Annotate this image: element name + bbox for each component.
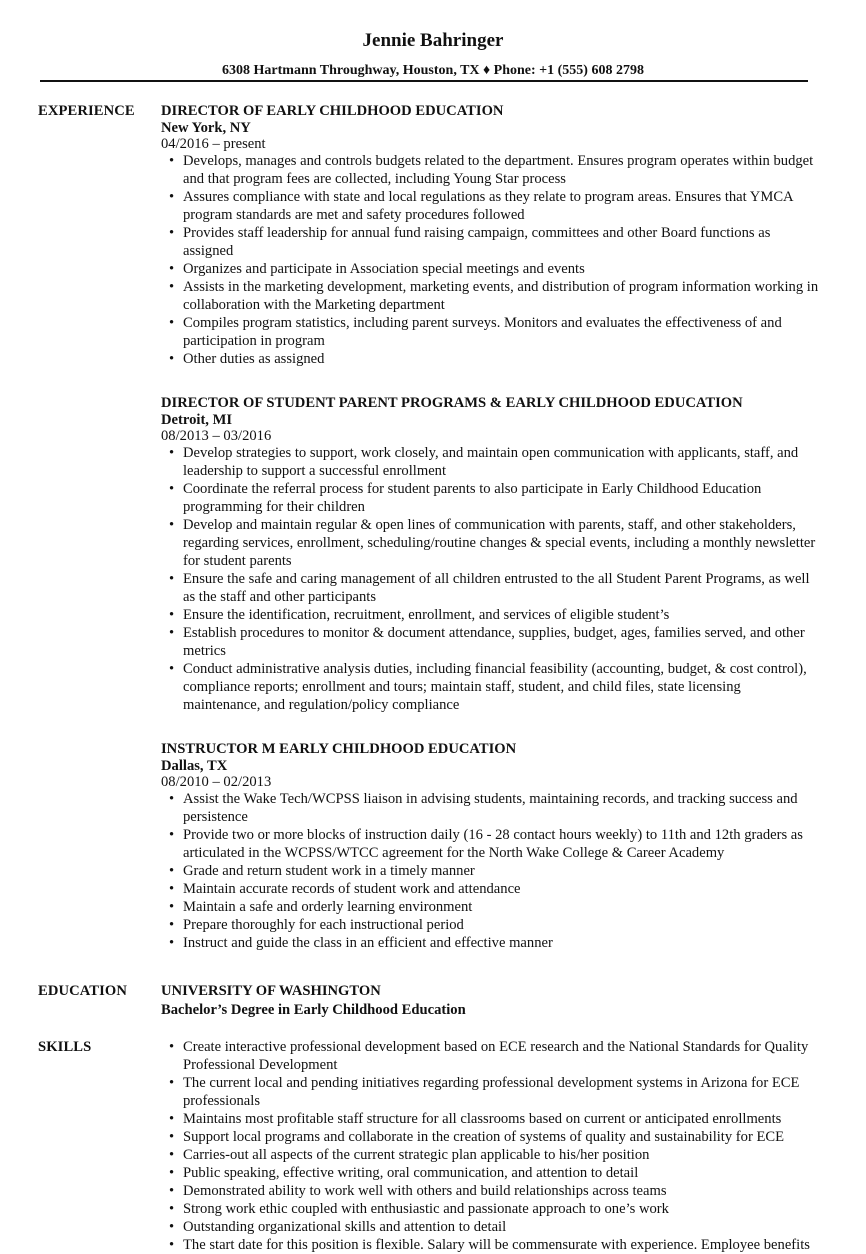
job-bullet: • Provide two or more blocks of instruction daily (16 - 28 contact hours weekly) to 11th and 12th graders as articulated in the WCPSS/WTCC agreement for the North Wake College & Career Academy (183, 826, 821, 862)
job-bullet: • Ensure the safe and caring management of all children entrusted to the all Student Parent Programs, as well as the staff and other participants (183, 570, 821, 606)
job-dates: 04/2016 – present (161, 136, 266, 152)
job-title: INSTRUCTOR M EARLY CHILDHOOD EDUCATION (161, 741, 517, 757)
job-dates: 08/2013 – 03/2016 (161, 428, 272, 444)
section-label-experience: EXPERIENCE (38, 103, 135, 119)
job-bullet: • Grade and return student work in a timely manner (183, 862, 821, 880)
job-bullet: • Instruct and guide the class in an efficient and effective manner (183, 934, 821, 952)
skill-bullet: • Support local programs and collaborate in the creation of systems of quality and sustainability for ECE (183, 1128, 821, 1146)
school-name: UNIVERSITY OF WASHINGTON (161, 983, 381, 999)
job-entry (161, 394, 821, 714)
degree: Bachelor’s Degree in Early Childhood Education (161, 1002, 466, 1018)
skill-bullet: • Outstanding organizational skills and attention to detail (183, 1218, 821, 1236)
job-entry (161, 740, 821, 952)
job-bullet: • Prepare thoroughly for each instructional period (183, 916, 821, 934)
section-label-skills: SKILLS (38, 1039, 92, 1055)
skills-entry (161, 1038, 821, 1254)
job-location: Dallas, TX (161, 758, 228, 774)
job-bullet: • Maintain accurate records of student work and attendance (183, 880, 821, 898)
education-entry (161, 982, 821, 1020)
skill-bullet: • Carries-out all aspects of the current strategic plan applicable to his/her position (183, 1146, 821, 1164)
job-bullet: • Establish procedures to monitor & document attendance, supplies, budget, ages, families served, and other metrics (183, 624, 821, 660)
job-bullet: • Assists in the marketing development, marketing events, and distribution of program information working in collaboration with the Marketing department (183, 278, 821, 314)
skill-bullet: • Public speaking, effective writing, oral communication, and attention to detail (183, 1164, 821, 1182)
skill-bullet: • Maintains most profitable staff structure for all classrooms based on current or anticipated enrollments (183, 1110, 821, 1128)
job-bullet: • Develop and maintain regular & open lines of communication with parents, staff, and other stakeholders, regarding services, enrollment, scheduling/routine changes & special events, including a monthly newsletter for student parents (183, 516, 821, 570)
skills-bullet-list (161, 1038, 821, 1254)
job-bullet: • Coordinate the referral process for student parents to also participate in Early Childhood Education programming for their children (183, 480, 821, 516)
job-bullet: • Other duties as assigned (183, 350, 821, 368)
job-bullet: • Conduct administrative analysis duties, including financial feasibility (accounting, budget, & cost control), compliance reports; enrollment and tours; maintain staff, student, and child files, state licensing maintenance, and regulation/policy compliance (183, 660, 821, 714)
job-bullet: • Organizes and participate in Association special meetings and events (183, 260, 821, 278)
job-location: Detroit, MI (161, 412, 233, 428)
job-title: DIRECTOR OF STUDENT PARENT PROGRAMS & EARLY CHILDHOOD EDUCATION (161, 395, 743, 411)
job-location: New York, NY (161, 120, 251, 136)
contact-line: 6308 Hartmann Throughway, Houston, TX ♦ Phone: +1 (555) 608 2798 (222, 63, 644, 78)
job-bullet: • Maintain a safe and orderly learning environment (183, 898, 821, 916)
job-bullet-list (161, 152, 821, 368)
job-bullet: • Ensure the identification, recruitment, enrollment, and services of eligible student’s (183, 606, 821, 624)
section-label-education: EDUCATION (38, 983, 128, 999)
skill-bullet: • Create interactive professional development based on ECE research and the National Standards for Quality Professional Development (183, 1038, 821, 1074)
job-entry (161, 102, 821, 368)
skill-bullet: • The current local and pending initiatives regarding professional development systems in Arizona for ECE professionals (183, 1074, 821, 1110)
job-bullet-list (161, 790, 821, 952)
job-bullet: • Develops, manages and controls budgets related to the department. Ensures program operates within budget and that program fees are collected, including Young Star process (183, 152, 821, 188)
job-bullet: • Assures compliance with state and local regulations as they relate to program areas. Ensures that YMCA program standards are met and safety procedures followed (183, 188, 821, 224)
job-bullet: • Develop strategies to support, work closely, and maintain open communication with applicants, staff, and leadership to support a successful enrollment (183, 444, 821, 480)
job-bullet: • Provides staff leadership for annual fund raising campaign, committees and other Board functions as assigned (183, 224, 821, 260)
header-divider (40, 80, 808, 82)
skill-bullet: • Strong work ethic coupled with enthusiastic and passionate approach to one’s work (183, 1200, 821, 1218)
job-bullet: • Assist the Wake Tech/WCPSS liaison in advising students, maintaining records, and tracking success and persistence (183, 790, 821, 826)
job-title: DIRECTOR OF EARLY CHILDHOOD EDUCATION (161, 103, 504, 119)
job-bullet: • Compiles program statistics, including parent surveys. Monitors and evaluates the effectiveness of and participation in program (183, 314, 821, 350)
job-bullet-list (161, 444, 821, 714)
job-dates: 08/2010 – 02/2013 (161, 774, 272, 790)
skill-bullet: • Demonstrated ability to work well with others and build relationships across teams (183, 1182, 821, 1200)
skill-bullet: • The start date for this position is flexible. Salary will be commensurate with experience. Employee benefits (183, 1236, 821, 1254)
resume-name: Jennie Bahringer (362, 30, 504, 51)
